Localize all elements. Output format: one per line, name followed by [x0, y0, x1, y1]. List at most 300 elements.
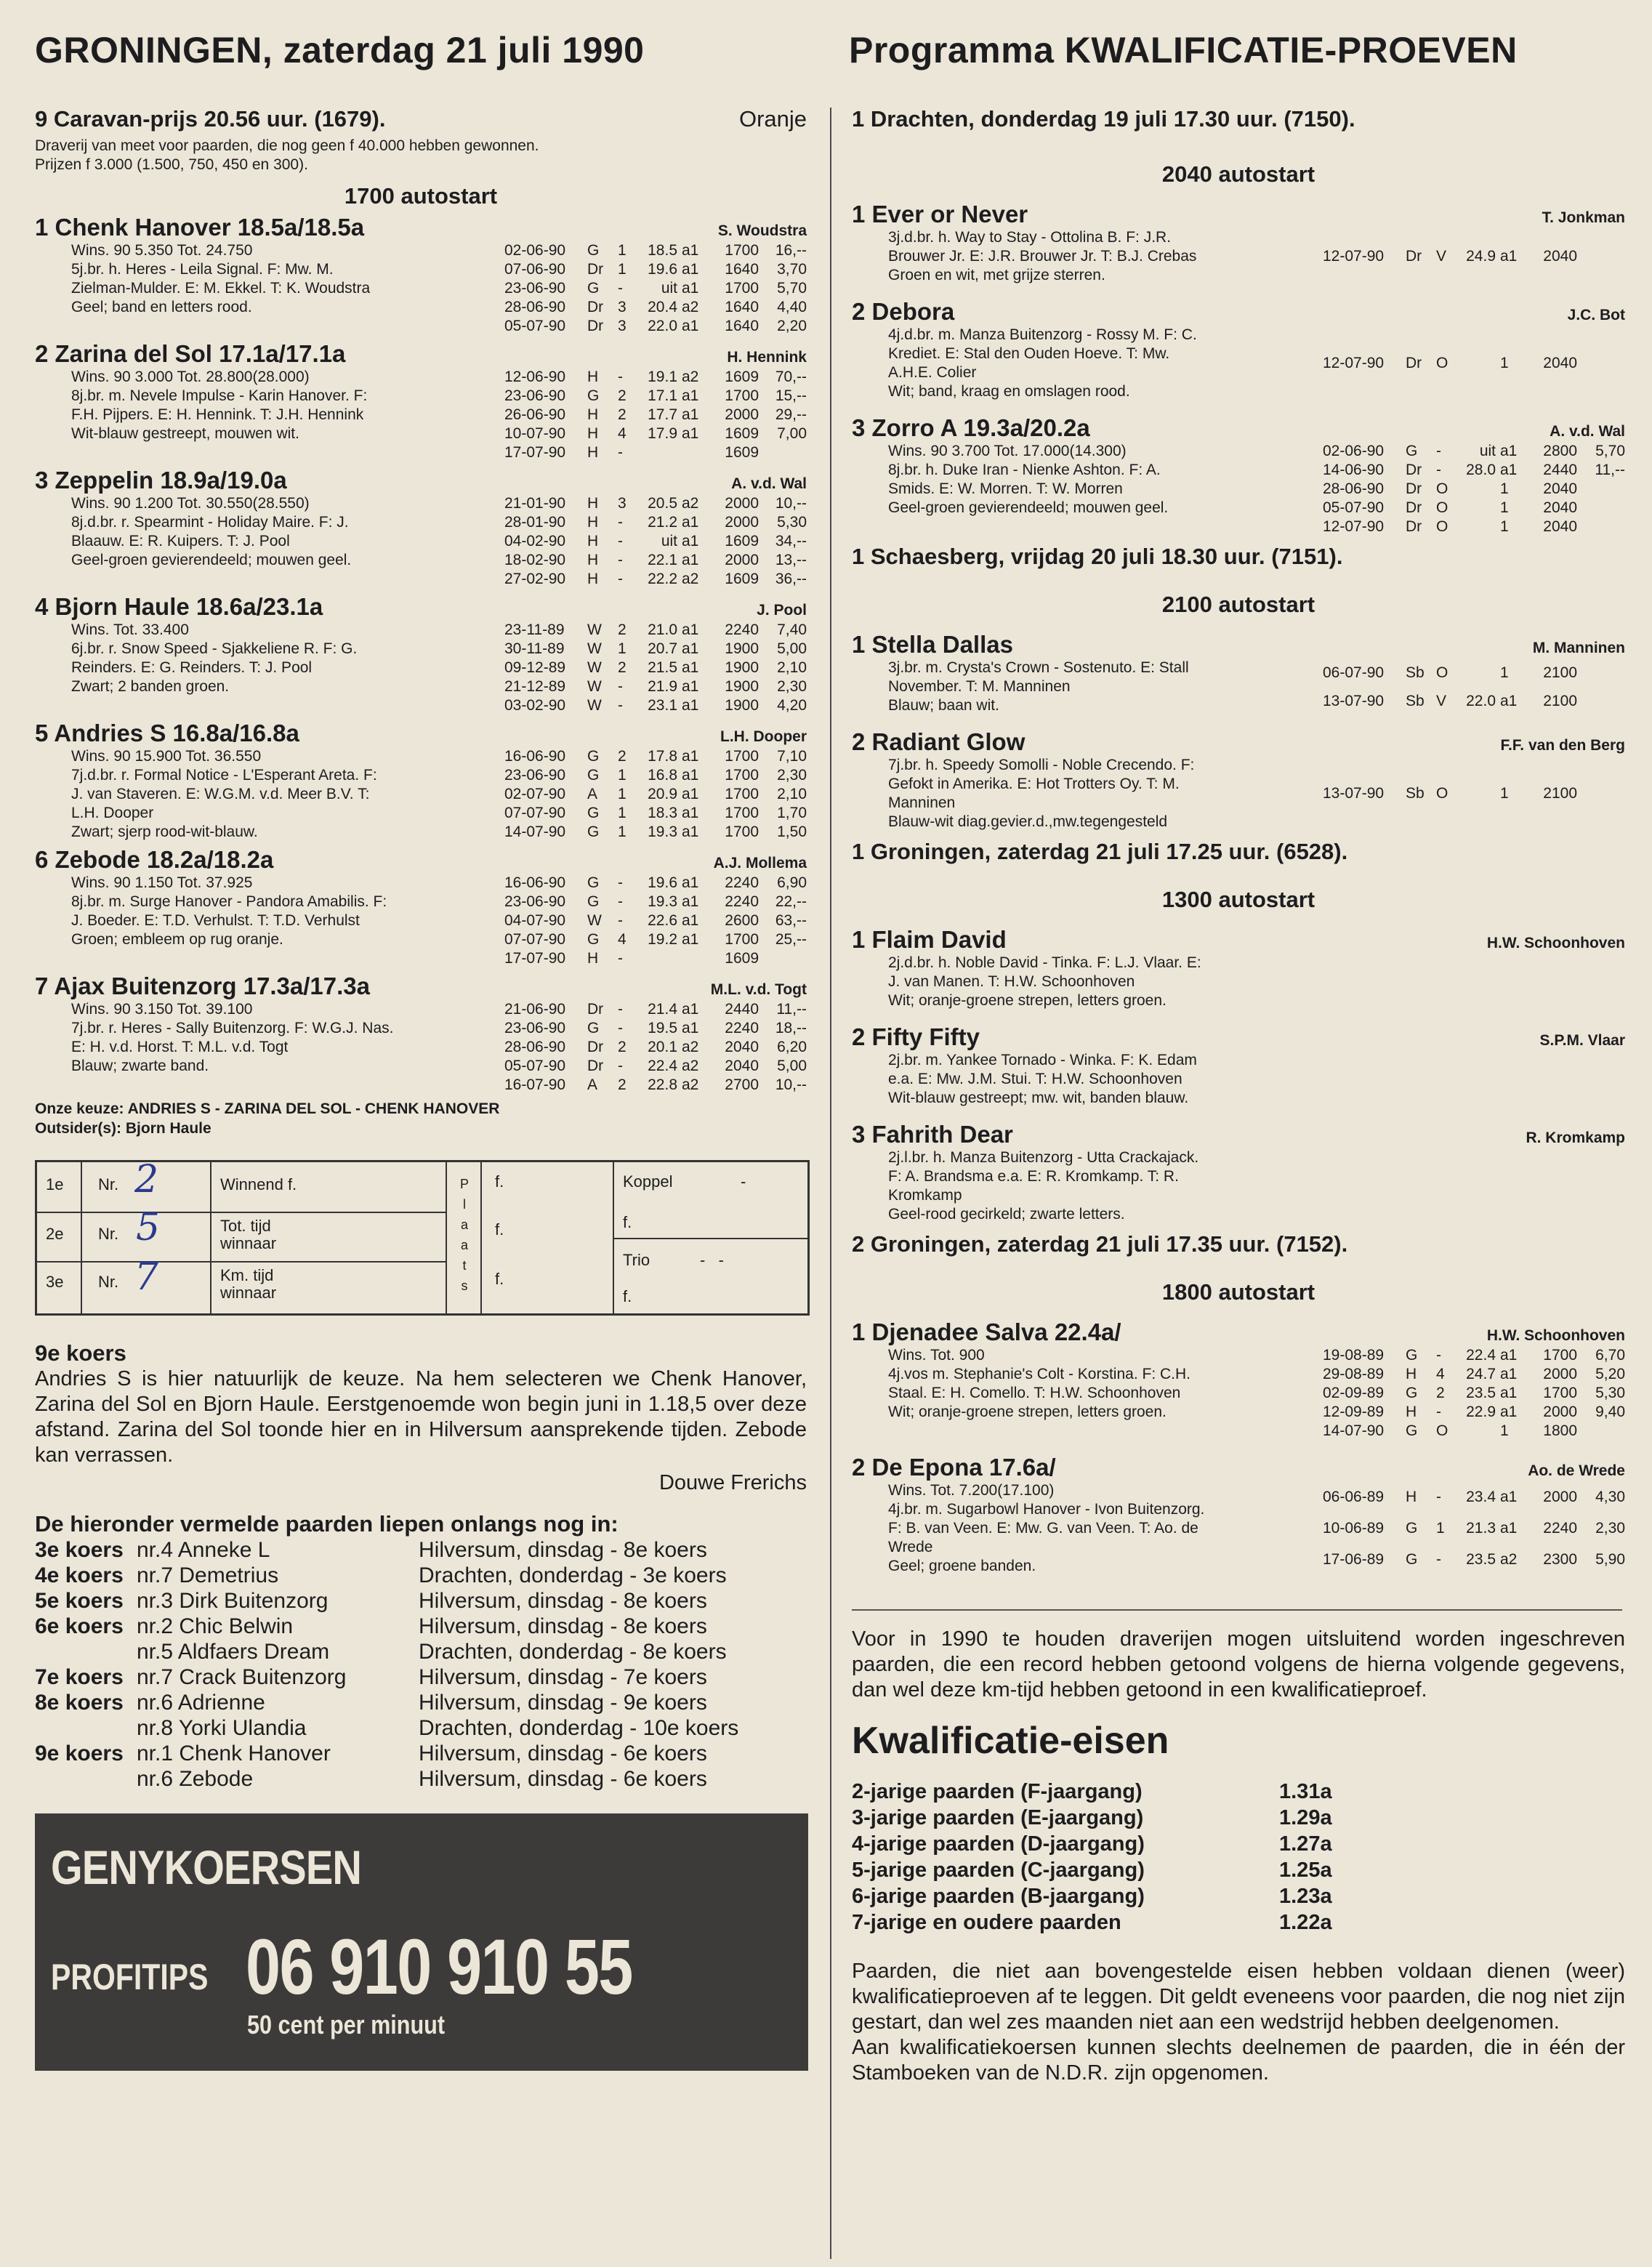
performance-cell: a2	[682, 369, 699, 385]
koers-commentary	[35, 1340, 807, 1495]
horse-entry	[852, 201, 1625, 285]
performance-table	[500, 874, 807, 968]
performance-cell: 05-07-90	[504, 318, 566, 334]
performance-cell	[1577, 1422, 1625, 1441]
horse-entry	[35, 846, 807, 968]
performance-cell: 24.7	[1466, 1366, 1496, 1382]
performance-cell: a2	[682, 299, 699, 315]
horse-info-line: J. van Staveren. E: W.G.M. v.d. Meer B.V. T:	[71, 786, 370, 802]
performance-cell	[1577, 756, 1625, 831]
performance-cell: -	[618, 1058, 623, 1074]
horse-name: 3 Fahrith Dear	[852, 1121, 1013, 1148]
horse-name-row	[852, 1454, 1625, 1481]
performance-cell	[1451, 756, 1496, 831]
performance-row	[1318, 1481, 1625, 1513]
performance-cell: 22.1	[648, 552, 677, 568]
performance-cell: 4,40	[777, 299, 807, 315]
performance-cell: a1	[682, 242, 699, 259]
horse-entry	[35, 973, 807, 1095]
performance-cell: 23.5	[1466, 1551, 1496, 1569]
performance-cell: 1640	[725, 299, 759, 315]
performance-cell: 02-09-89	[1323, 1385, 1385, 1401]
performance-cell: 2000	[725, 514, 759, 531]
koers-author: Douwe Frerichs	[658, 1471, 807, 1494]
performance-cell: H	[587, 514, 599, 531]
horse-body	[852, 1148, 1625, 1224]
horse-info-line: Geel-rood gecirkeld; zwarte letters.	[888, 1206, 1125, 1223]
performance-cell: 2100	[1543, 785, 1577, 802]
performance-cell	[1577, 480, 1625, 499]
performance-cell: 18-02-90	[504, 552, 566, 568]
performance-cell: 2,30	[1595, 1519, 1625, 1537]
performance-cell: W	[587, 640, 602, 657]
performance-cell: -	[1436, 1347, 1441, 1364]
horse-info-line: Groen en wit, met grijze sterren.	[888, 267, 1105, 283]
performance-cell: 2100	[1543, 664, 1577, 681]
driver-name: M. Manninen	[1532, 640, 1625, 656]
column-divider	[830, 108, 831, 2259]
performance-cell: 12-06-90	[504, 369, 566, 385]
performance-row	[500, 551, 807, 570]
performance-cell: 3	[618, 318, 626, 334]
performance-cell: a1	[682, 767, 699, 784]
horse-name-row	[852, 631, 1625, 659]
driver-name: J.C. Bot	[1567, 307, 1625, 323]
performance-cell: 7,00	[777, 425, 807, 442]
performance-row	[1318, 1545, 1625, 1576]
performance-row	[500, 494, 807, 513]
performance-cell: a1	[682, 824, 699, 840]
horse-info-line: 4j.br. m. Sugarbowl Hanover - Ivon Buitenzorg.	[888, 1501, 1205, 1518]
performance-cell: V	[1436, 692, 1447, 709]
horse-info-line: Wit; band, kraag en omslagen rood.	[888, 383, 1130, 400]
qual-race-4-title: 2 Groningen, zaterdag 21 juli 17.35 uur. (7152).	[852, 1231, 1348, 1257]
horse-info	[852, 442, 1318, 536]
performance-cell: 23-06-90	[504, 387, 566, 404]
performance-cell: 28-06-90	[504, 299, 566, 315]
performance-cell: a1	[682, 261, 699, 278]
performance-cell: 2000	[1543, 1366, 1577, 1382]
horse-info	[852, 1481, 1318, 1576]
horse-entry	[35, 720, 807, 842]
performance-cell: -	[618, 893, 623, 910]
eisen-row	[852, 1779, 1625, 1805]
horse-info-line: F: A. Brandsma e.a. E: R. Kromkamp. T: R.	[888, 1168, 1179, 1185]
performance-cell: 2100	[1543, 692, 1577, 709]
race-desc-line: Draverij van meet voor paarden, die nog geen f 40.000 hebben gewonnen.	[35, 137, 539, 154]
performance-cell: 19.6	[648, 874, 677, 891]
performance-cell: 21-12-89	[504, 678, 566, 695]
horse-info-line: Wit-blauw gestreept, mouwen wit.	[71, 425, 299, 442]
performance-cell: 16-06-90	[504, 874, 566, 891]
horse-info-line: 8j.br. m. Nevele Impulse - Karin Hanover. F:	[71, 387, 368, 404]
recent-row	[35, 1664, 807, 1690]
horse-entry	[35, 593, 807, 715]
performance-cell: 27-02-90	[504, 571, 566, 587]
qual-race-3-horses	[852, 926, 1625, 1224]
performance-cell: a1	[1500, 1488, 1518, 1505]
recent-row	[35, 1690, 807, 1715]
performance-cell: -	[618, 697, 623, 714]
performance-row	[1318, 687, 1625, 715]
performance-cell: uit	[661, 533, 677, 549]
performance-cell: a1	[682, 805, 699, 821]
left-column	[35, 102, 807, 2071]
performance-row	[500, 874, 807, 893]
performance-cell: 1800	[1543, 1422, 1577, 1439]
performance-cell: Dr	[587, 1058, 604, 1074]
performance-cell: a1	[682, 786, 699, 802]
performance-cell: 29-08-89	[1323, 1366, 1385, 1382]
recent-row	[35, 1588, 807, 1614]
performance-cell: 1700	[725, 786, 759, 802]
performance-cell: 17.9	[648, 425, 677, 442]
eisen-time: 1.22a	[1279, 1911, 1332, 1934]
driver-name: H.W. Schoonhoven	[1486, 1327, 1625, 1344]
horse-info-line: 8j.br. h. Duke Iran - Nienke Ashton. F: A.	[888, 462, 1161, 478]
performance-cell: -	[618, 533, 623, 549]
performance-cell: 1609	[725, 950, 759, 967]
horse-info-line: 4j.d.br. m. Manza Buitenzorg - Rossy M. F: C.	[888, 326, 1197, 343]
performance-cell: 23.4	[1466, 1488, 1496, 1505]
performance-cell: 19.6	[648, 261, 677, 278]
performance-cell: 1700	[725, 748, 759, 765]
performance-cell: a1	[682, 280, 699, 297]
horse-name-row	[35, 467, 807, 494]
performance-cell: H	[1406, 1404, 1417, 1420]
horse-info-line: Blauw-wit diag.gevier.d.,mw.tegengesteld	[888, 813, 1168, 830]
trio-label: Trio	[623, 1251, 650, 1269]
performance-cell: 09-12-89	[504, 659, 566, 676]
horse-info	[35, 494, 500, 589]
performance-cell: a1	[682, 425, 699, 442]
driver-name: S.P.M. Vlaar	[1539, 1032, 1625, 1049]
horse-name-row	[35, 214, 807, 241]
performance-cell: 4,20	[777, 697, 807, 714]
start-type: 1700 autostart	[344, 183, 498, 209]
handwritten-winner-3[interactable]: 7	[134, 1255, 159, 1299]
eisen-row	[852, 1883, 1625, 1909]
performance-table	[1318, 326, 1625, 401]
performance-cell: 63,--	[775, 912, 807, 929]
performance-table	[500, 1000, 807, 1095]
performance-table	[1318, 442, 1625, 536]
performance-cell: W	[587, 621, 602, 638]
horse-info-line: 7j.br. h. Speedy Somolli - Noble Crecendo. F:	[888, 757, 1195, 773]
recent-venue: Hilversum, dinsdag - 8e koers	[419, 1589, 707, 1613]
performance-cell: 23.5	[1466, 1385, 1496, 1401]
performance-cell: 04-02-90	[504, 533, 566, 549]
performance-cell: 2040	[1543, 518, 1577, 535]
performance-cell: a1	[682, 748, 699, 765]
page-header-right: Programma KWALIFICATIE-PROEVEN	[849, 30, 1518, 71]
driver-name: Ao. de Wrede	[1528, 1462, 1625, 1479]
performance-cell: O	[1436, 664, 1448, 681]
horse-info-line: Blauw; zwarte band.	[71, 1058, 209, 1074]
horse-name-row	[852, 201, 1625, 228]
performance-row	[500, 659, 807, 677]
performance-cell: 1,50	[777, 824, 807, 840]
performance-cell: -	[1436, 462, 1441, 478]
performance-cell: G	[587, 280, 600, 297]
performance-cell: -	[1436, 1404, 1441, 1420]
recent-venue: Hilversum, dinsdag - 7e koers	[419, 1665, 707, 1689]
onze-keuze: Onze keuze: ANDRIES S - ZARINA DEL SOL - CHENK HANOVER	[35, 1100, 500, 1117]
qual-race-2-horses	[852, 631, 1625, 831]
performance-cell: a1	[682, 552, 699, 568]
performance-cell: 1700	[725, 387, 759, 404]
performance-cell: -	[618, 912, 623, 929]
performance-cell: 1	[618, 824, 626, 840]
performance-cell: 21-06-90	[504, 1001, 566, 1018]
performance-row	[500, 677, 807, 696]
ad-phone[interactable]: 06 910 910 55	[246, 1922, 632, 2010]
horse-info	[35, 1000, 500, 1095]
performance-cell: a2	[682, 1058, 699, 1074]
performance-row	[1318, 1403, 1625, 1422]
performance-cell: 2040	[725, 1058, 759, 1074]
qual-race-4-start: 1800 autostart	[1161, 1279, 1315, 1305]
performance-cell: a1	[682, 533, 699, 549]
performance-row	[1318, 1365, 1625, 1384]
horse-name: 2 Radiant Glow	[852, 728, 1026, 755]
performance-cell: G	[587, 1020, 600, 1036]
eisen-row	[852, 1857, 1625, 1883]
performance-cell: uit	[661, 280, 677, 297]
performance-cell: 22,--	[775, 893, 807, 910]
performance-cell: G	[587, 805, 600, 821]
performance-cell: 1	[1500, 1422, 1509, 1439]
performance-cell	[1577, 499, 1625, 518]
horse-name-row	[35, 846, 807, 874]
performance-cell: H	[587, 444, 599, 461]
performance-cell: 4	[1436, 1366, 1445, 1382]
performance-row	[1318, 756, 1625, 831]
recent-koers: 4e koers	[35, 1563, 124, 1587]
recent-horse: nr.6 Adrienne	[137, 1691, 265, 1715]
performance-cell: 23-11-89	[504, 621, 565, 638]
horse-info-line: Blauw; baan wit.	[888, 697, 999, 714]
recent-venue: Drachten, donderdag - 3e koers	[419, 1563, 727, 1587]
horse-info-line: 8j.d.br. r. Spearmint - Holiday Maire. F: J.	[71, 514, 349, 531]
performance-cell: 1900	[725, 678, 759, 695]
qual-race-3-title: 1 Groningen, zaterdag 21 juli 17.25 uur. (6528).	[852, 839, 1348, 864]
performance-table	[500, 241, 807, 336]
performance-cell: 19.5	[648, 1020, 677, 1036]
performance-cell: O	[1436, 499, 1448, 516]
performance-cell: 28-01-90	[504, 514, 566, 531]
performance-cell: A	[587, 1076, 598, 1093]
performance-cell: G	[1406, 443, 1418, 459]
driver-name: J. Pool	[757, 602, 807, 619]
performance-cell: 5,90	[1595, 1551, 1625, 1569]
performance-cell: a1	[682, 1001, 699, 1018]
performance-row	[500, 298, 807, 317]
horse-info-line: Groen; embleem op rug oranje.	[71, 931, 283, 948]
performance-cell: G	[587, 931, 600, 948]
horse-name: 5 Andries S 16.8a/16.8a	[35, 720, 299, 746]
horse-name-row	[35, 973, 807, 1000]
horse-info-line: Wins. 90 1.150 Tot. 37.925	[71, 874, 253, 891]
horse-info-line: 3j.br. m. Crysta's Crown - Sostenuto. E: Stall	[888, 659, 1189, 676]
horse-name: 3 Zeppelin 18.9a/19.0a	[35, 467, 287, 494]
horse-body	[35, 494, 807, 589]
plaats-letter: a	[460, 1238, 468, 1252]
performance-table	[500, 621, 807, 715]
performance-cell: 5,20	[1595, 1366, 1625, 1382]
plaats-letter: t	[462, 1258, 467, 1273]
performance-cell: 2040	[1543, 499, 1577, 516]
performance-cell: -	[618, 950, 623, 967]
performance-row	[500, 1057, 807, 1076]
performance-cell: 1609	[725, 425, 759, 442]
horse-info-line: Wins. 90 15.900 Tot. 36.550	[71, 748, 262, 765]
performance-cell: 07-06-90	[504, 261, 566, 278]
recent-horse: nr.8 Yorki Ulandia	[137, 1716, 307, 1740]
performance-cell: a1	[682, 621, 699, 638]
performance-cell: 13-07-90	[1323, 692, 1385, 709]
handwritten-winner-1[interactable]: 2	[134, 1158, 159, 1201]
horse-info-line: Wins. 90 1.200 Tot. 30.550(28.550)	[71, 495, 310, 512]
recent-horse: nr.6 Zebode	[137, 1767, 254, 1791]
recent-horse: nr.1 Chenk Hanover	[137, 1741, 331, 1765]
performance-cell: 19.3	[648, 893, 677, 910]
performance-cell: 02-06-90	[504, 242, 566, 259]
performance-cell: 1609	[725, 533, 759, 549]
performance-cell: 1900	[725, 659, 759, 676]
performance-cell: 23-06-90	[504, 1020, 566, 1036]
qual-race-3-start: 1300 autostart	[1161, 887, 1315, 912]
qual-race-1-title: 1 Drachten, donderdag 19 juli 17.30 uur. (7150).	[852, 106, 1355, 132]
performance-cell: -	[618, 571, 623, 587]
eisen-age: 5-jarige paarden (C-jaargang)	[852, 1859, 1145, 1882]
km-tijd-line: Km. tijd	[220, 1266, 274, 1284]
horse-entry	[852, 926, 1625, 1010]
performance-cell	[1451, 1422, 1496, 1441]
performance-cell: a1	[1500, 1385, 1518, 1401]
performance-row	[500, 241, 807, 260]
performance-cell: 1900	[725, 697, 759, 714]
horse-info-line: Brouwer Jr. E: J.R. Brouwer Jr. T: B.J. Crebas	[888, 248, 1197, 265]
performance-table	[1318, 228, 1625, 285]
performance-cell: G	[1406, 1519, 1418, 1537]
performance-cell: 22.8	[648, 1076, 677, 1093]
performance-row	[500, 368, 807, 387]
performance-row	[1318, 326, 1625, 401]
performance-row	[500, 1038, 807, 1057]
performance-cell: 1	[618, 242, 626, 259]
handwritten-winner-2[interactable]: 5	[136, 1206, 161, 1249]
horse-info	[852, 1051, 1625, 1108]
performance-cell: 17-06-89	[1323, 1551, 1385, 1569]
horse-entry	[35, 214, 807, 336]
performance-row	[1318, 442, 1625, 461]
performance-cell: 2,10	[777, 786, 807, 802]
performance-cell: G	[587, 874, 600, 891]
recent-row	[35, 1741, 807, 1766]
performance-row	[500, 406, 807, 424]
performance-cell: 02-06-90	[1323, 443, 1385, 459]
performance-cell: 2	[618, 621, 626, 638]
performance-cell: 4	[618, 425, 626, 442]
recent-venue: Drachten, donderdag - 10e koers	[419, 1716, 739, 1740]
outsiders: Outsider(s): Bjorn Haule	[35, 1120, 211, 1137]
genykoersen-ad[interactable]	[35, 1813, 808, 2071]
horse-name: 2 Debora	[852, 298, 955, 325]
performance-cell: 16.8	[648, 767, 677, 784]
performance-cell: -	[618, 444, 623, 461]
horse-info-line: 6j.br. r. Snow Speed - Sjakkeliene R. F: G.	[71, 640, 358, 657]
recent-row	[35, 1766, 807, 1792]
performance-row	[500, 260, 807, 279]
ad-price: 50 cent per minuut	[247, 2010, 446, 2040]
performance-cell: Dr	[1406, 248, 1422, 265]
performance-cell	[759, 443, 807, 462]
horse-name: 1 Ever or Never	[852, 201, 1028, 227]
performance-cell: H	[587, 571, 599, 587]
horse-name-row	[852, 1318, 1625, 1346]
performance-cell: -	[618, 1020, 623, 1036]
performance-cell: 70,--	[775, 369, 807, 385]
horse-info-line: Reinders. E: G. Reinders. T: J. Pool	[71, 659, 313, 676]
performance-cell: 11,--	[1595, 462, 1625, 478]
horse-info-line: Wins. 90 3.150 Tot. 39.100	[71, 1001, 253, 1018]
performance-cell: 1609	[725, 444, 759, 461]
performance-cell: H	[587, 950, 599, 967]
qual-race-2-title: 1 Schaesberg, vrijdag 20 juli 18.30 uur. (7151).	[852, 544, 1343, 569]
recent-title: De hieronder vermelde paarden liepen onlangs nog in:	[35, 1511, 619, 1537]
performance-cell: 22.0	[648, 318, 677, 334]
performance-cell: 1900	[725, 640, 759, 657]
performance-cell: V	[1436, 248, 1447, 265]
performance-row	[500, 317, 807, 336]
recent-horse: nr.3 Dirk Buitenzorg	[137, 1589, 329, 1613]
eisen-age: 6-jarige paarden (B-jaargang)	[852, 1885, 1145, 1908]
horse-list	[35, 214, 807, 1095]
plaats-letter: s	[461, 1279, 468, 1293]
race-description	[35, 137, 807, 174]
horse-info-line: Wins. 90 3.700 Tot. 17.000(14.300)	[888, 443, 1127, 459]
horse-body	[852, 659, 1625, 715]
performance-cell: 1700	[725, 767, 759, 784]
horse-info-line: Zielman-Mulder. E: M. Ekkel. T: K. Woudstra	[71, 280, 371, 297]
horse-entry	[852, 1318, 1625, 1441]
recent-row	[35, 1639, 807, 1664]
performance-cell	[632, 949, 677, 968]
performance-cell: 06-06-89	[1323, 1488, 1385, 1505]
performance-cell: 20.9	[648, 786, 677, 802]
performance-cell: W	[587, 659, 602, 676]
performance-row	[1318, 1513, 1625, 1544]
performance-cell: H	[587, 425, 599, 442]
horse-name-row	[852, 926, 1625, 954]
performance-cell: a1	[682, 893, 699, 910]
performance-cell: 3	[618, 495, 626, 512]
race-title: 9 Caravan-prijs 20.56 uur. (1679).	[35, 106, 386, 132]
performance-table	[500, 368, 807, 462]
horse-info-line: Geel; band en letters rood.	[71, 299, 252, 315]
performance-cell: 23.1	[648, 697, 677, 714]
performance-cell: 2,20	[777, 318, 807, 334]
performance-cell	[1577, 228, 1625, 285]
recent-list	[35, 1537, 807, 1792]
performance-cell: W	[587, 697, 602, 714]
performance-cell: 18,--	[775, 1020, 807, 1036]
driver-name: M.L. v.d. Togt	[710, 981, 807, 998]
performance-cell: 28-06-90	[504, 1039, 566, 1055]
performance-cell: 17.1	[648, 387, 677, 404]
performance-cell: 19.3	[648, 824, 677, 840]
